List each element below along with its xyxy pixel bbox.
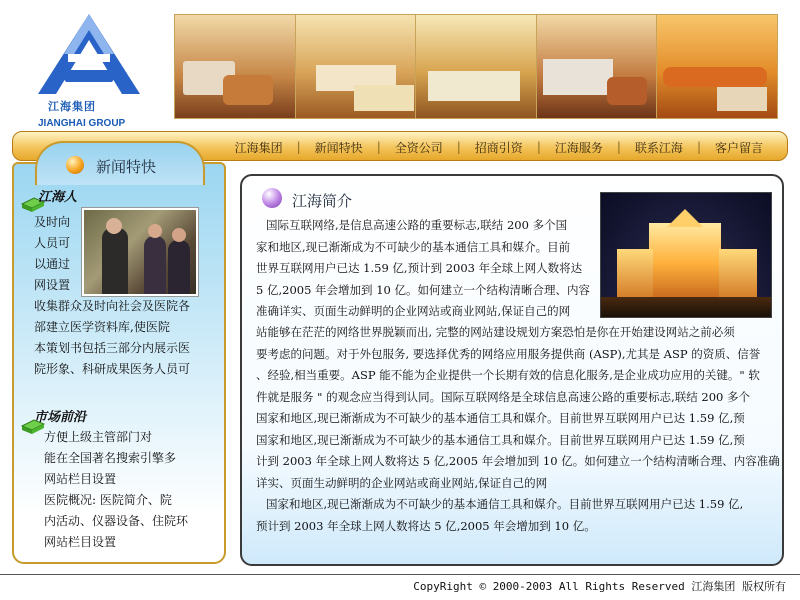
nav-separator: |: [296, 140, 301, 154]
sidebar-line: 网站栏目设置: [44, 535, 117, 549]
nav-separator: |: [616, 140, 621, 154]
nav-separator: |: [536, 140, 541, 154]
sidebar-market-text: [44, 427, 188, 553]
sidebar-line: 网设置: [34, 278, 71, 292]
intro-line: 详实、页面生动鲜明的企业网站或商业网站,保证自己的网: [256, 475, 548, 490]
intro-line: 5 亿,2005 年会增加到 10 亿。如何建立一个结构清晰合理、内容: [256, 282, 590, 297]
logo-cn-text: 江海集团: [48, 100, 96, 113]
sidebar-text-short: [34, 212, 70, 296]
footer-divider: [0, 574, 800, 575]
banner-photo-bedroom: [537, 15, 658, 118]
sidebar-line: 院形象、科研成果医务人员可: [34, 362, 191, 376]
nav-item-investment[interactable]: 招商引资: [474, 140, 523, 155]
intro-line: 件就是服务 " 的观念应当得到认同。国际互联网络是全球信息高速公路的重要标志,联结 200 多个: [256, 389, 751, 404]
intro-line: 预计到 2003 年全球上网人数将达 5 亿,2005 年会增加到 10 亿。: [256, 518, 596, 533]
nav-menu: [221, 132, 777, 162]
sidebar-line: 内活动、仪器设备、住院环: [44, 514, 189, 528]
section-heading-market-frontier: 市场前沿: [34, 410, 87, 425]
banner-photo-beds: [296, 15, 417, 118]
nav-separator: |: [456, 140, 461, 154]
sidebar-line: 本策划书包括三部分内展示医: [34, 341, 191, 355]
nav-item-subsidiaries[interactable]: 全资公司: [394, 140, 443, 155]
intro-line: 计到 2003 年全球上网人数将达 5 亿,2005 年会增加到 10 亿。如何建立一个结构清晰合理、内容准确: [256, 454, 780, 468]
hotel-room-banner: [174, 14, 778, 119]
intro-line: 国际互联网络,是信息高速公路的重要标志,联结 200 多个国: [266, 218, 568, 232]
banner-photo-lounge: [657, 15, 777, 118]
intro-line: 站能够在茫茫的网络世界脱颖而出, 完整的网站建设规划方案恐怕是你在开始建设网站之前必须: [256, 325, 735, 339]
people-photo: [82, 208, 198, 296]
news-section-title: 新闻特快: [96, 158, 157, 176]
sidebar-line: 部建立医学资料库,使医院: [34, 320, 170, 334]
sidebar-line: 网站栏目设置: [44, 472, 117, 486]
sidebar-line: 医院概况: 医院简介、院: [44, 493, 172, 507]
banner-photo-suite: [416, 15, 537, 118]
nav-item-group[interactable]: 江海集团: [234, 140, 283, 155]
intro-paragraph-bottom: [256, 322, 780, 537]
sidebar-text-long: [34, 296, 190, 380]
intro-line: 准确详实、页面生动鲜明的企业网站或商业网站,保证自己的网: [256, 304, 571, 318]
sidebar-line: 能在全国著名搜索引擎多: [44, 451, 177, 465]
nav-item-guestbook[interactable]: 客户留言: [714, 140, 763, 155]
sidebar-line: 人员可: [34, 236, 71, 250]
sidebar-line: 收集群众及时向社会及医院各: [34, 299, 191, 313]
sidebar-line: 及时向: [34, 215, 71, 229]
intro-line: 世界互联网用户已达 1.59 亿,预计到 2003 年全球上网人数将达: [256, 261, 583, 275]
intro-paragraph-top: [256, 215, 590, 323]
intro-line: 国家和地区,现已渐渐成为不可缺少的基本通信工具和媒介。目前世界互联网用户已达 1.59 亿,: [266, 497, 744, 511]
intro-title: 江海简介: [292, 192, 353, 210]
intro-line: 国家和地区,现已渐渐成为不可缺少的基本通信工具和媒介。目前世界互联网用户已达 1.59 亿,预: [256, 411, 745, 425]
banner-photo-room: [175, 15, 296, 118]
nav-separator: |: [696, 140, 701, 154]
intro-line: 要考虑的问题。对于外包服务, 要选择优秀的网络应用服务提供商 (ASP),尤其是 ASP 的资质、信誉: [256, 346, 761, 361]
section-heading-jianghai-people: 江海人: [38, 190, 78, 205]
nav-item-contact[interactable]: 联系江海: [634, 140, 683, 155]
sidebar-line: 方便上级主管部门对: [44, 430, 153, 444]
intro-line: 、经验,相当重要。ASP 能不能为企业提供一个长期有效的信息化服务,是企业成功应用的关键。" 软: [256, 368, 760, 382]
orange-orb-icon: [66, 156, 84, 174]
sidebar-line: 以通过: [34, 257, 71, 271]
nav-item-services[interactable]: 江海服务: [554, 140, 603, 155]
intro-line: 家和地区,现已渐渐成为不可缺少的基本通信工具和媒介。目前: [256, 239, 571, 254]
logo-en-text: JIANGHAI GROUP: [38, 118, 126, 129]
copyright-footer: CopyRight © 2000-2003 All Rights Reserved 江海集团 版权所有: [413, 580, 786, 593]
hotel-night-photo: [600, 192, 772, 318]
intro-line: 国家和地区,现已渐渐成为不可缺少的基本通信工具和媒介。目前世界互联网用户已达 1.59 亿,预: [256, 432, 745, 447]
nav-separator: |: [376, 140, 381, 154]
nav-item-news[interactable]: 新闻特快: [314, 140, 363, 155]
purple-orb-icon: [262, 188, 282, 208]
